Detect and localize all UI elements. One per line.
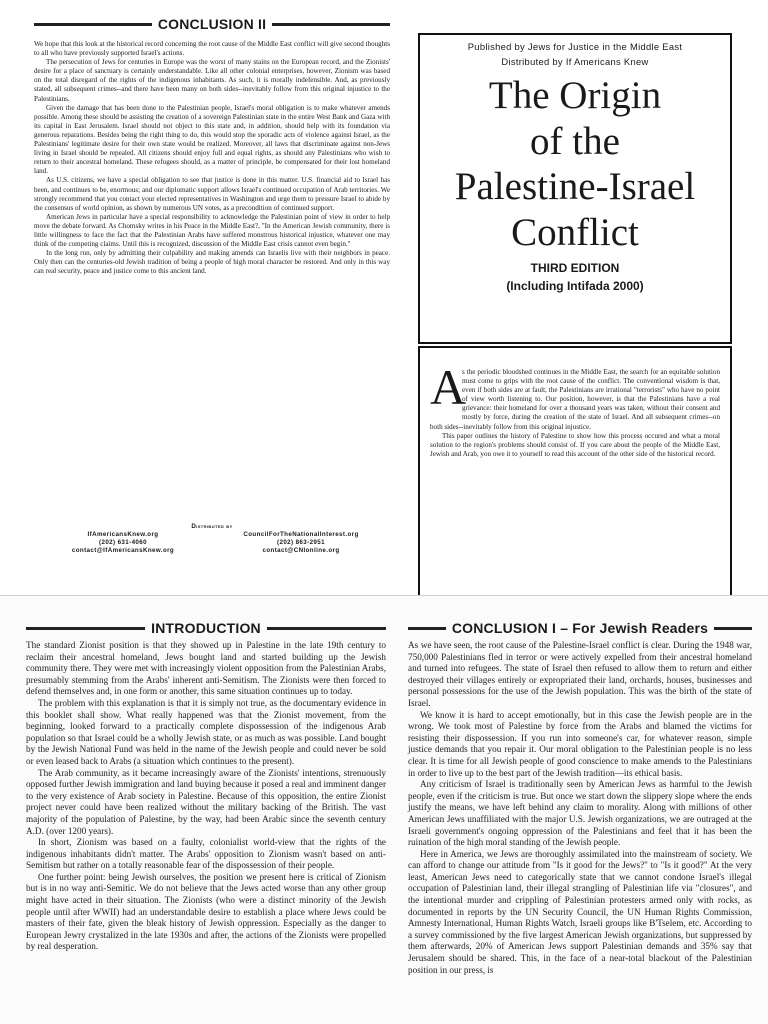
introduction-paragraph: The standard Zionist position is that they showed up in Palestine in the late 19th century to reclaim their ancestral homeland, Jews bought land and started building up the Jewish community there. They were met with increasingly violent opposition from the Palestinian Arabs, presumably stemming from the Arabs' inherent anti-Semitism. The Zionists were then forced to defend themselves and, in one form or another, this same situation continues up to today. [26,640,386,697]
distributed-by-heading: Distributed by [191,523,233,530]
ifamericansknew-link[interactable]: IfAmericansKnew.org [87,531,159,538]
introduction-paragraph: The problem with this explanation is that it is simply not true, as the documentary evidence in this booklet shall show. What really happened was that the Zionist movement, from the beginning, looked forward to a practically complete dispossession of the indigenous Arab population so that Israel could be a wholly Jewish state, or as much as was possible. Land bought by the Jewish National Fund was held in the name of the Jewish people and could never be sold or even leased back to Arabs (a situation which continues to the present). [26,697,386,766]
heading-rule-left [408,627,446,630]
title-line: Conflict [511,210,639,254]
conclusion-i-title: CONCLUSION I – For Jewish Readers [451,620,709,636]
ifamericansknew-email[interactable]: contact@IfAmericansKnew.org [71,547,175,554]
page-title [420,73,730,255]
intro-box-text [430,368,720,459]
heading-rule-right [267,627,386,630]
heading-rule-left [34,23,152,26]
conclusion-ii-paragraph: We hope that this look at the historical record concerning the root cause of the Middle East conflict will give second thoughts to all who have previously supported Israel's actions. [34,40,390,58]
heading-rule-right [714,627,752,630]
conclusion-i-paragraph: As we have seen, the root cause of the Palestine-Israel conflict is clear. During the 1948 war, 750,000 Palestinians fled in terror or were actively expelled from their ancestral homeland and turned into refugees. The state of Israel then refused to allow them to return and either destroyed their villages entirely or expropriated their land, orchards, houses, businesses and personal possessions for the use of the Jewish population. This was the birth of the state of Israel. [408,640,752,708]
introduction-body [26,640,386,953]
cni-phone: (202) 863-2951 [277,539,325,546]
intro-box-paragraph: s the periodic bloodshed continues in the Middle East, the search for an equitable solution must come to grips with the root cause of the conflict. The conventional wisdom is that, even if both sides are at fault, the Palestinians are irrational "terrorists" who have no point of view worth listening to. Our position, however, is that the Palestinians have a real grievance: their homeland for over a thousand years was taken, without their consent and mostly by force, during the creation of the state of Israel. And all subsequent crimes--on both sides--inevitably follow from this original injustice. [430,368,720,431]
edition-label: THIRD EDITION [530,261,620,275]
introduction-title: INTRODUCTION [151,620,261,636]
cover-title-box [418,33,732,344]
distributed-by-block [34,523,390,555]
drop-cap-space [430,368,462,414]
intro-box [418,346,732,595]
conclusion-ii-paragraph: Given the damage that has been done to the Palestinian people, Israel's moral obligation is to make whatever amends possible. Among these should be assisting the creation of a sovereign Palestinian state in the entire West Bank and Gaza with its capital in East Jerusalem. Israel should not object to this state and, in addition, should help with its foundation via generous reparations. Besides being the right thing to do, this would stop the sporadic acts of violence against Israel, as the Palestinians' legitimate desire for their own state would be realized. Moreover, all laws that discriminate against non-Jews living in Israel should be repealed. All citizens should enjoy full and equal rights, as should any Palestinians who wish to return to their ancestral homeland. These refugees should, as a matter of principle, be compensated for their lost homeland land. [34,103,390,176]
heading-rule-left [26,627,145,630]
introduction-paragraph: In short, Zionism was based on a faulty, colonialist world-view that the rights of the indigenous inhabitants didn't matter. The Arabs' opposition to Zionism wasn't based on anti-Semitism but rather on a totally reasonable fear of the dispossession of their people. [26,837,386,871]
bottom-page [0,596,768,1024]
published-by-line: Published by Jews for Justice in the Middle East [467,41,683,52]
cni-email[interactable]: contact@CNIonline.org [262,547,340,554]
conclusion-ii-paragraph: As U.S. citizens, we have a special obligation to see that justice is done in this matter. U.S. financial aid to Israel has been, and continues to be, enormous; and our diplomatic support allows Israel's continued occupation of Arab territories. We strongly recommend that you contact your elected representatives in Washington and urge them to pressure Israel to abide by the consensus of world opinion, as shown by numerous UN votes, as a precondition of continued support. [34,176,390,212]
heading-rule-right [272,23,390,26]
conclusion-i-paragraph: Here in America, we Jews are thoroughly assimilated into the mainstream of society. We can afford to change our attitude from "Is it good for the Jews?" to "Is it good?" At the very least, American Jews need to categorically state that we cannot condone Israel's illegal occupation of Palestinian land, their illegal strangling of Palestinian life via "closures", and the intentional murder and crippling of Palestinian protesters armed only with rocks, as documented in reports by the UN Security Council, the UN Human Rights Commission, Amnesty International, Human Rights Watch, Israeli groups like B'Tselem, etc. According to a survey commissioned by the five largest American Jewish organizations, but suppressed by them afterwards, 20% of American Jews support Palestinian demands and 35% say that Jerusalem should be shared. This, in the face of a near-total blackout of the Palestinian position in our press, is [408,848,752,975]
conclusion-ii-heading [34,16,390,32]
publisher-lines [420,39,730,69]
introduction-paragraph: One further point: being Jewish ourselves, the position we present here is critical of Zionism but is in no way anti-Semitic. We do not believe that the Jews acted worse than any other group might have acted in their situation. The Zionists (who were a distinct minority of the Jewish people until after WWII) had an understandable desire to establish a place where Jews could be masters of their fate, given the bleak history of Jewish oppression. Especially as the danger to European Jewry crystalized in the late 1930s and after, the actions of the Zionists were propelled by real desperation. [26,871,386,952]
title-line: Palestine-Israel [454,165,696,208]
intro-box-paragraph: This paper outlines the history of Palestine to show how this process occured and what a moral solution to the region's problems should consist of. If you care about the people of the Middle East, Jewish and Arab, you owe it to yourself to read this account of the other side of the historical record. [430,431,720,458]
conclusion-i-body [408,640,752,976]
conclusion-i-paragraph: Any criticism of Israel is traditionally seen by American Jews as harmful to the Jewish people, even if the criticism is true. But once we start down the slippery slope where the ends justify the means, we have left behind any claim to morality. Along with millions of other American Jews unaffiliated with the major U.S. Jewish organizations, we are outraged at the Israeli government's ongoing oppression of the Palestinians and feel that it has been the ruination of the high moral standing of the Jewish people. [408,779,752,848]
introduction-paragraph: The Arab community, as it became increasingly aware of the Zionists' intentions, strenuously opposed further Jewish immigration and land buying because it posed a real and imminent danger to the very existence of Arab society in Palestine. Because of this opposition, the entire Zionist project never could have been realized without the military backing of the British. The vast majority of the population of Palestine, by the way, had been Arabic since the seventh century A.D. (over 1200 years). [26,767,386,836]
distributed-by-line: Distributed by If Americans Knew [501,56,649,67]
conclusion-ii-paragraph: American Jews in particular have a special responsibility to acknowledge the Palestinian point of view in order to help move the debate forward. As Chomsky writes in his Peace in the Middle East?, "In the American Jewish community, there is little willingness to face the fact that the Palestinian Arabs have suffered monstrous historical injustice, whatever one may think of the competing claims. Until this is recognized, discussion of the Middle East crisis cannot even begin." [34,212,390,249]
edition-note: (Including Intifada 2000) [506,279,644,293]
conclusion-i-heading [408,620,752,636]
conclusion-ii-paragraph: In the long run, only by admitting their culpability and making amends can Israelis live with their neighbors in peace. Only then can the centuries-old Jewish tradition of being a people of high moral character be restored. And only in this way can real security, peace and justice come to this ancient land. [34,249,390,276]
cni-link[interactable]: CouncilForTheNationalInterest.org [243,531,359,538]
conclusion-ii-title: CONCLUSION II [157,16,267,32]
drop-cap: A [430,359,467,415]
title-line: The Origin [488,74,662,117]
conclusion-ii-paragraph: The persecution of Jews for centuries in Europe was the worst of many stains on the European record, and the Zionists' desire for a place of sanctuary is certainly understandable. Like all other colonial enterprises, however, Zionism was based on the total disregard of the rights of the indigenous inhabitants. As such, it is morally indefensible. And, as previously stated, all subsequent crimes--and there have been many on both sides--inevitably follow from this original injustice to the Palestinians. [34,58,390,103]
conclusion-i-paragraph: We know it is hard to accept emotionally, but in this case the Jewish people are in the wrong. We took most of Palestine by force from the Arabs and blamed the victims for resisting their dispossession. If you run into someone's car, for whatever reason, simple justice demands that you repair it. Our moral obligation to the Palestinian people is no less clear. It is time for all Jewish people of good conscience to make amends to the Palestinians in order to live up to the best part of the Jewish tradition—its ethical basis. [408,709,752,778]
title-line: of the [530,119,620,163]
introduction-heading [26,620,386,636]
ifamericansknew-phone: (202) 631-4060 [99,539,147,546]
conclusion-ii-body [34,40,390,276]
